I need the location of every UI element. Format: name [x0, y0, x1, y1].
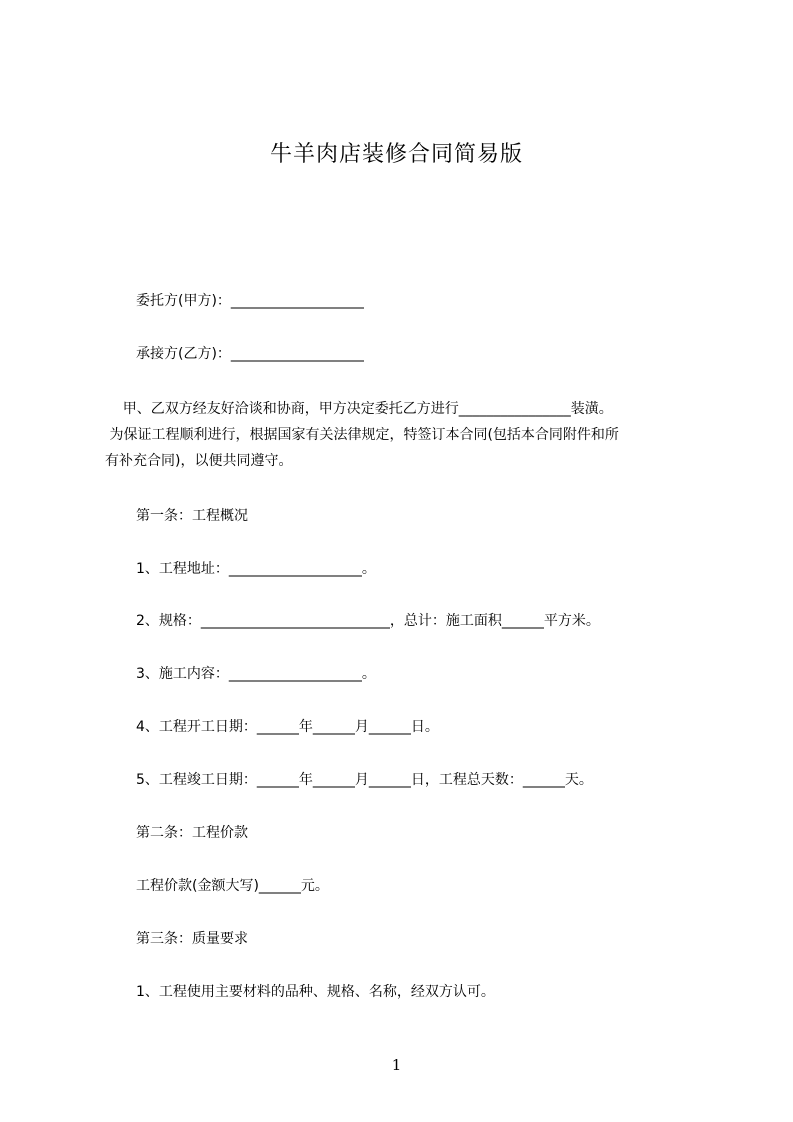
article-1-item-4: 4、工程开工日期：______年______月______日。: [136, 719, 439, 735]
intro-line-3: 有补充合同)，以便共同遵守。: [105, 453, 293, 469]
article-1-item-3: 3、施工内容：___________________。: [136, 666, 376, 682]
page-number: 1: [391, 1056, 402, 1074]
article-1-heading: 第一条：工程概况: [136, 508, 248, 524]
article-1-item-5: 5、工程竣工日期：______年______月______日，工程总天数：______天。: [136, 772, 593, 788]
article-1-item-1: 1、工程地址：___________________。: [136, 561, 376, 577]
article-1-item-2: 2、规格：___________________________，总计：施工面积______平方米。: [136, 613, 600, 629]
article-2-item-1: 工程价款(金额大写)______元。: [136, 878, 329, 894]
intro-line-2: 为保证工程顺利进行，根据国家有关法律规定，特签订本合同(包括本合同附件和所: [105, 427, 619, 443]
party-b-line: 承接方(乙方)：___________________: [136, 346, 364, 362]
intro-line-1: 甲、乙双方经友好洽谈和协商，甲方决定委托乙方进行________________装潢。: [105, 401, 613, 417]
intro-paragraph: [105, 396, 705, 474]
document-title: 牛羊肉店装修合同简易版: [269, 142, 523, 167]
article-3-heading: 第三条：质量要求: [136, 931, 248, 947]
article-2-heading: 第二条：工程价款: [136, 825, 248, 841]
party-a-line: 委托方(甲方)：___________________: [136, 293, 364, 309]
article-3-item-1: 1、工程使用主要材料的品种、规格、名称，经双方认可。: [136, 984, 495, 1000]
